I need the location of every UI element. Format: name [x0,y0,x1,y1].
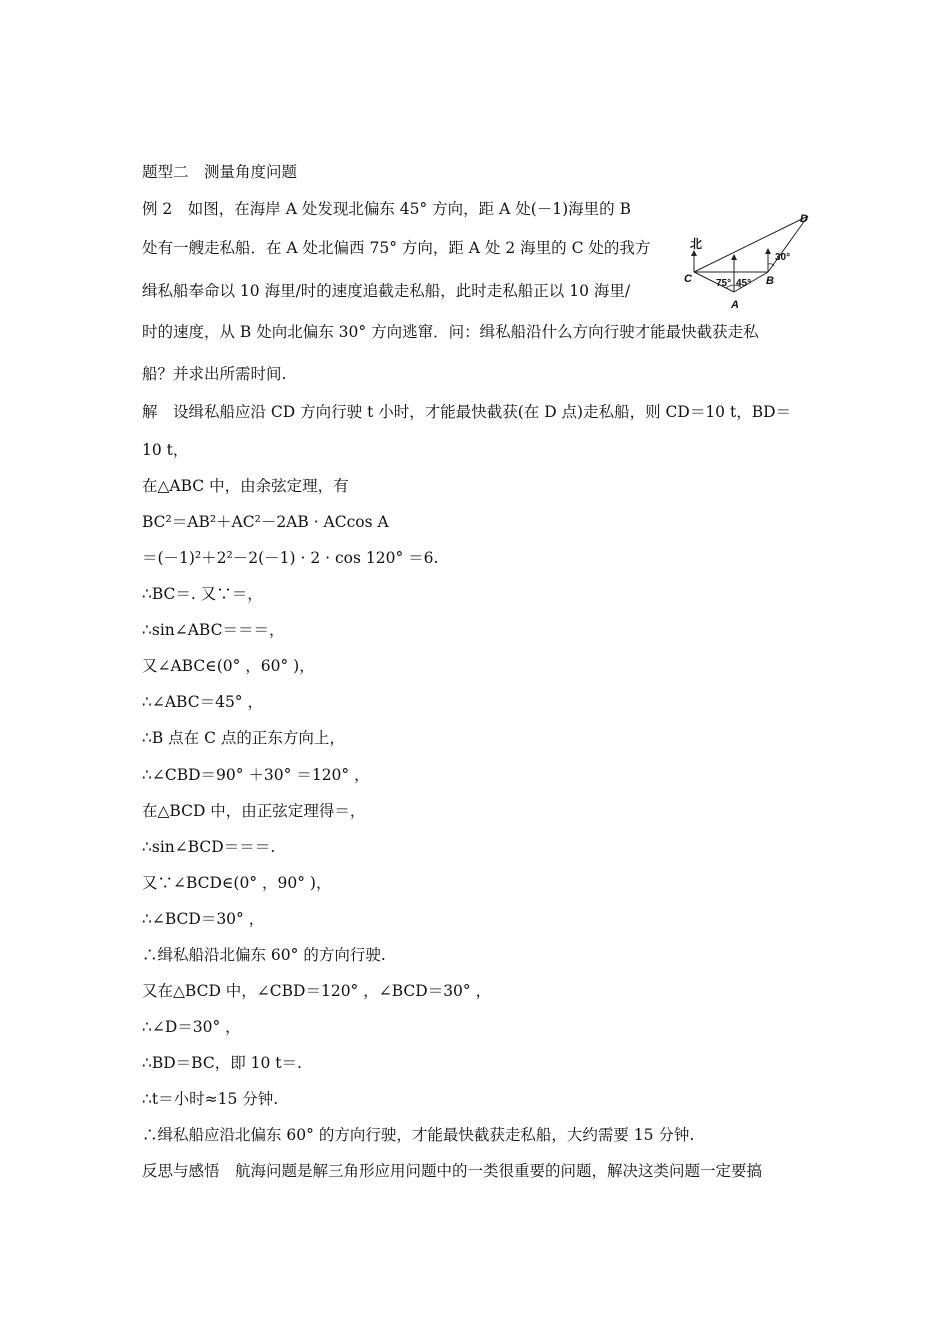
solution-line-19: ∴BD＝BC，即 10 t＝. [142,1054,302,1072]
solution-line-1: 解 设缉私船应沿 CD 方向行驶 t 小时，才能最快截获(在 D 点)走私船，则 CD＝10 t，BD＝ [142,403,792,421]
problem-line-4: 时的速度，从 B 处向北偏东 30° 方向逃窜．问：缉私船沿什么方向行驶才能最快截获走私 [142,323,759,341]
north-arrowhead-a [731,254,737,260]
problem-line-3: 缉私船奉命以 10 海里/时的速度追截走私船，此时走私船正以 10 海里/ [142,282,631,300]
label-b: B [766,275,774,287]
label-a: A [731,299,739,311]
solution-line-11: ∴∠CBD＝90° ＋30° ＝120° ， [142,766,370,784]
solution-line-9: ∴∠ABC＝45° ， [142,693,263,711]
label-d: D [800,213,808,225]
solution-line-10: ∴B 点在 C 点的正东方向上， [142,729,345,747]
solution-line-3: 在△ABC 中，由余弦定理，有 [142,477,349,495]
problem-line-1: 例 2 如图，在海岸 A 处发现北偏东 45° 方向，距 A 处(－1)海里的 B [142,200,631,218]
solution-line-21: ∴缉私船应沿北偏东 60° 的方向行驶，才能最快截获走私船，大约需要 15 分钟. [142,1126,695,1144]
solution-line-15: ∴∠BCD＝30° ， [142,910,265,928]
line-c-d [694,216,808,272]
solution-line-8: 又∠ABC∈(0° ，60° )， [142,657,315,675]
angle-30-label: 30° [775,252,791,263]
angle-75-label: 75° [716,278,732,289]
problem-line-2: 处有一艘走私船．在 A 处北偏西 75° 方向，距 A 处 2 海里的 C 处的我方 [142,239,651,257]
reflection-line: 反思与感悟 航海问题是解三角形应用问题中的一类很重要的问题，解决这类问题一定要搞 [142,1162,763,1180]
solution-line-2: 10 t， [142,441,189,459]
section-title: 题型二 测量角度问题 [142,163,298,181]
angle-45-label: 45° [736,278,752,289]
solution-line-6: ∴BC＝. 又∵＝， [142,585,263,603]
solution-line-7: ∴sin∠ABC＝＝＝， [142,621,285,639]
solution-line-16: ∴缉私船沿北偏东 60° 的方向行驶. [142,946,386,964]
solution-line-4: BC²＝AB²＋AC²－2AB · ACcos A [142,513,389,531]
solution-line-17: 又在△BCD 中，∠CBD＝120° ，∠BCD＝30° ， [142,982,492,1000]
solution-line-14: 又∵∠BCD∈(0° ，90° )， [142,874,332,892]
solution-line-20: ∴t＝小时≈15 分钟. [142,1090,279,1108]
north-arrowhead-b [765,248,771,254]
north-label: 北 [690,237,703,251]
navigation-diagram [680,208,820,316]
solution-line-12: 在△BCD 中，由正弦定理得＝， [142,802,366,820]
solution-line-5: ＝(－1)²＋2²－2(－1) · 2 · cos 120° ＝6. [142,549,439,567]
solution-line-18: ∴∠D＝30° ， [142,1018,241,1036]
solution-line-13: ∴sin∠BCD＝＝＝. [142,838,276,856]
label-c: C [684,273,692,285]
problem-line-5: 船？并求出所需时间. [142,365,287,383]
